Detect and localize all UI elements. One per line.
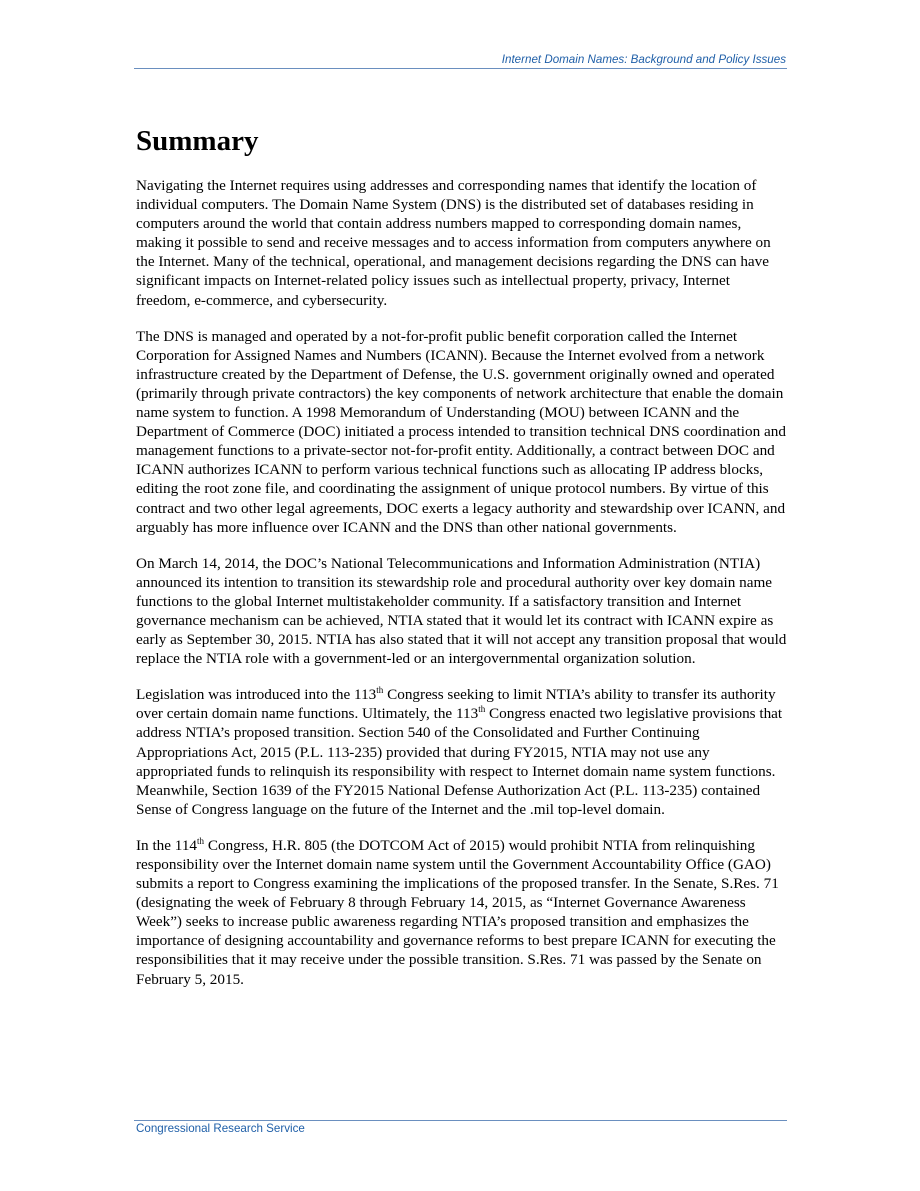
paragraph-dns-overview: Navigating the Internet requires using addresses and corresponding names that identify the location of individual computers. The Domain Name System (DNS) is the distributed set of databases residing in computers around the world that contain address numbers mapped to corresponding domain names, making it possible to send and receive messages and to access information from computers anywhere on the Internet. Many of the technical, operational, and management decisions regarding the DNS can have significant impacts on Internet-related policy issues such as intellectual property, privacy, Internet freedom, e-commerce, and cybersecurity.: [136, 177, 771, 309]
paragraph-icann-management: The DNS is managed and operated by a not-for-profit public benefit corporation called the Internet Corporation for Assigned Names and Numbers (ICANN). Because the Internet evolved from a network infrastructure created by the Department of Defense, the U.S. government originally owned and operated (primarily through private contractors) the key components of network architecture that enable the domain name system to function. A 1998 Memorandum of Understanding (MOU) between ICANN and the Department of Commerce (DOC) initiated a process intended to transition technical DNS coordination and management functions to a private-sector not-for-profit entity. Additionally, a contract between DOC and ICANN authorizes ICANN to perform various technical functions such as allocating IP address blocks, editing the root zone file, and coordinating the assignment of unique protocol numbers. By virtue of this contract and two other legal agreements, DOC exerts a legacy authority and stewardship over ICANN, and arguably has more influence over ICANN and the DNS than other national governments.: [136, 327, 786, 536]
paragraph-114th-congress: [136, 836, 788, 989]
text-run: Congress enacted two legislative provisions that address NTIA’s proposed transition. Section 540 of the Consolidated and Further Continuing Appropriations Act, 2015 (P.L. 113-235) provided that during FY2015, NTIA may not use any appropriated funds to relinquish its responsibility with respect to Internet domain name system functions. Meanwhile, Section 1639 of the FY2015 National Defense Authorization Act (P.L. 113-235) contained Sense of Congress language on the future of the Internet and the .mil top-level domain.: [136, 705, 783, 818]
summary-body: [136, 176, 788, 1006]
text-run: Legislation was introduced into the 113: [136, 686, 377, 704]
text-run: In the 114: [136, 836, 198, 854]
ordinal-suffix: th: [197, 835, 205, 846]
page-title: Summary: [136, 125, 259, 157]
text-run: Congress, H.R. 805 (the DOTCOM Act of 2015) would prohibit NTIA from relinquishing responsibility over the Internet domain name system until the Government Accountability Office (GAO) submits a report to Congress examining the implications of the proposed transfer. In the Senate, S.Res. 71 (designating the week of February 8 through February 14, 2015, as “Internet Governance Awareness Week”) seeks to increase public awareness regarding NTIA’s proposed transition and emphasizes the importance of designing accountability and governance reforms to best prepare ICANN for executing the responsibilities that it may receive under the possible transition. S.Res. 71 was passed by the Senate on February 5, 2015.: [136, 836, 779, 988]
ordinal-suffix: th: [376, 685, 384, 696]
footer-divider: [134, 1120, 787, 1121]
paragraph-113th-congress: [136, 685, 788, 819]
paragraph-ntia-transition: On March 14, 2014, the DOC’s National Telecommunications and Information Administration (NTIA) announced its intention to transition its stewardship role and procedural authority over key domain name functions to the global Internet multistakeholder community. If a satisfactory transition and Internet governance mechanism can be achieved, NTIA stated that it would let its contract with ICANN expire as early as September 30, 2015. NTIA has also stated that it will not accept any transition proposal that would replace the NTIA role with a government-led or an intergovernmental organization solution.: [136, 554, 787, 668]
running-header: Internet Domain Names: Background and Policy Issues: [501, 53, 786, 66]
text-run: Congress seeking to limit NTIA’s ability to transfer its authority over certain domain name functions. Ultimately, the 113: [136, 686, 776, 723]
ordinal-suffix: th: [478, 704, 486, 715]
running-footer: Congressional Research Service: [136, 1122, 305, 1135]
header-divider: [134, 68, 787, 69]
